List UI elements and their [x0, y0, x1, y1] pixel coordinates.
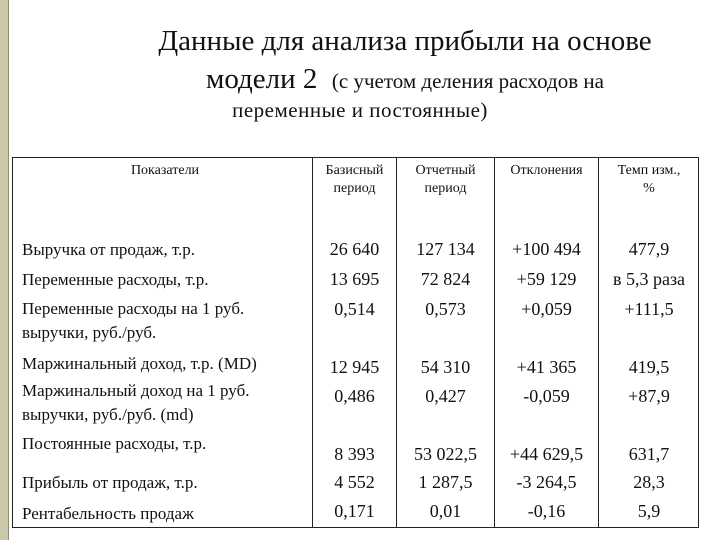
cell-report: 72 824 — [420, 269, 471, 289]
cell-base: 8 393 — [334, 444, 375, 464]
cell-report: 54 310 — [420, 357, 471, 377]
header-indicator: Показатели — [130, 163, 200, 178]
cell-rate: в 5,3 раза — [612, 269, 686, 289]
header-rate-line2: % — [643, 181, 655, 196]
cell-rate: 631,7 — [628, 444, 670, 464]
row-label: Маржинальный доход, т.р. (MD) — [22, 354, 257, 373]
cell-deviation: +41 365 — [516, 357, 577, 377]
cell-rate: +87,9 — [628, 386, 670, 406]
row-label-cont: выручки, руб./руб. — [22, 323, 157, 342]
header-deviation: Отклонения — [510, 163, 583, 178]
cell-deviation: +59 129 — [516, 269, 577, 289]
row-label: Рентабельность продаж — [22, 504, 194, 523]
cell-deviation: -0,16 — [527, 501, 566, 521]
cell-report: 0,01 — [429, 501, 462, 521]
page-title — [90, 22, 720, 100]
header-base-line2: период — [333, 181, 376, 196]
left-decor-line — [8, 0, 9, 540]
header-rate — [599, 162, 699, 198]
row-label: Прибыль от продаж, т.р. — [22, 473, 198, 492]
cell-report: 127 134 — [416, 239, 475, 259]
cell-rate: 419,5 — [628, 357, 670, 377]
row-label: Постоянные расходы, т.р. — [22, 434, 207, 453]
cell-rate: 477,9 — [628, 239, 670, 259]
left-decor-bar — [0, 0, 8, 540]
cell-report: 53 022,5 — [414, 444, 477, 464]
title-line-3: переменные и постоянные) — [232, 98, 488, 122]
cell-base: 12 945 — [329, 357, 380, 377]
cell-report: 0,573 — [425, 299, 466, 319]
cell-deviation: +0,059 — [521, 299, 572, 319]
cell-rate: 28,3 — [633, 472, 665, 492]
header-report-line1: Отчетный — [415, 163, 476, 178]
cell-base: 0,486 — [334, 386, 375, 406]
cell-rate: 5,9 — [637, 501, 661, 521]
row-label: Маржинальный доход на 1 руб. — [22, 381, 250, 400]
cell-deviation: +100 494 — [512, 239, 581, 259]
cell-base: 4 552 — [334, 472, 375, 492]
title-note: (с учетом деления расходов на — [331, 69, 604, 93]
row-label: Выручка от продаж, т.р. — [22, 240, 196, 259]
header-rate-line1: Темп изм., — [617, 163, 681, 178]
cell-base: 13 695 — [329, 269, 380, 289]
header-report — [397, 162, 494, 198]
cell-base: 0,171 — [334, 501, 375, 521]
row-label: Переменные расходы на 1 руб. — [22, 299, 245, 318]
cell-base: 26 640 — [329, 239, 380, 259]
cell-deviation: -0,059 — [523, 386, 570, 406]
header-base — [313, 162, 396, 198]
row-label: Переменные расходы, т.р. — [22, 270, 209, 289]
header-base-line1: Базисный — [325, 163, 384, 178]
title-line-1: Данные для анализа прибыли на основе — [158, 25, 652, 57]
cell-base: 0,514 — [334, 299, 375, 319]
cell-rate: +111,5 — [624, 299, 674, 319]
cell-deviation: -3 264,5 — [516, 472, 577, 492]
title-model: модели 2 — [206, 63, 318, 95]
cell-report: 0,427 — [425, 386, 466, 406]
cell-report: 1 287,5 — [418, 472, 473, 492]
cell-deviation: +44 629,5 — [509, 444, 584, 464]
title-line-2 — [90, 60, 720, 100]
row-label-cont: выручки, руб./руб. (md) — [22, 405, 194, 424]
header-report-line2: период — [424, 181, 467, 196]
